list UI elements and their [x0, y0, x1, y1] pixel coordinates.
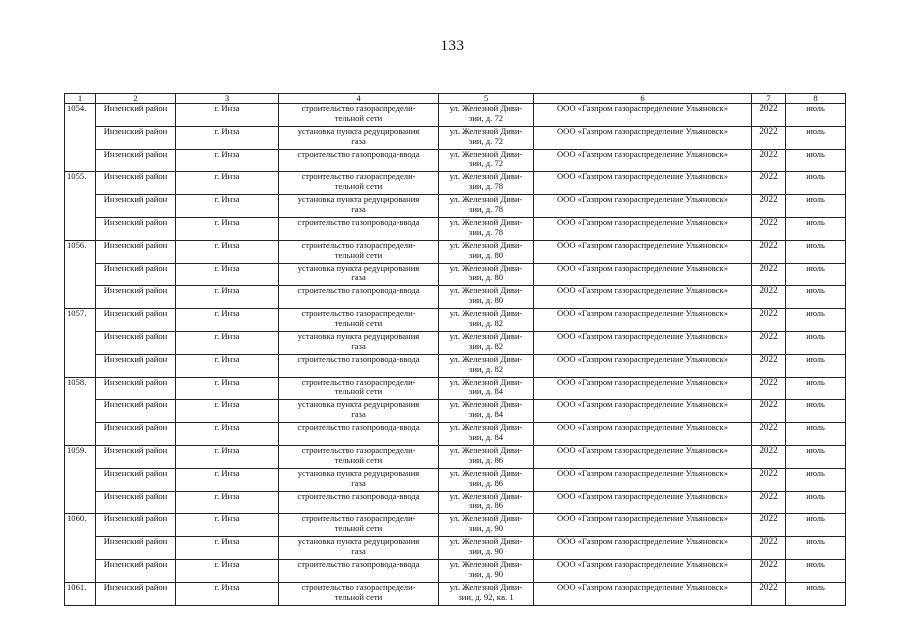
item-number-cell: 1054.: [65, 104, 96, 172]
work-type-cell: строительство газораспредели- тельной сети: [279, 172, 439, 195]
table-row: [65, 400, 846, 423]
district-cell: Инзенский район: [96, 195, 176, 218]
month-cell: июль: [786, 400, 846, 423]
address-cell: ул. Железной Диви- зии, д. 82: [439, 309, 534, 332]
table-row: [65, 195, 846, 218]
address-cell: ул. Железной Диви- зии, д. 86: [439, 468, 534, 491]
table-row: [65, 309, 846, 332]
table-row: [65, 377, 846, 400]
locality-cell: г. Инза: [176, 537, 279, 560]
locality-cell: г. Инза: [176, 354, 279, 377]
district-cell: Инзенский район: [96, 423, 176, 446]
address-cell: ул. Железной Диви- зии, д. 90: [439, 537, 534, 560]
column-header: 7: [752, 94, 786, 104]
year-cell: 2022: [752, 309, 786, 332]
year-cell: 2022: [752, 172, 786, 195]
year-cell: 2022: [752, 468, 786, 491]
month-cell: июль: [786, 445, 846, 468]
table-row: [65, 468, 846, 491]
district-cell: Инзенский район: [96, 537, 176, 560]
table-row: [65, 240, 846, 263]
year-cell: 2022: [752, 263, 786, 286]
organization-cell: ООО «Газпром газораспределение Ульяновск»: [534, 195, 752, 218]
locality-cell: г. Инза: [176, 377, 279, 400]
year-cell: 2022: [752, 126, 786, 149]
district-cell: Инзенский район: [96, 559, 176, 582]
column-header: 8: [786, 94, 846, 104]
month-cell: июль: [786, 126, 846, 149]
district-cell: Инзенский район: [96, 149, 176, 172]
year-cell: 2022: [752, 491, 786, 514]
month-cell: июль: [786, 468, 846, 491]
work-type-cell: установка пункта редуцирования газа: [279, 468, 439, 491]
work-type-cell: строительство газораспредели- тельной сети: [279, 582, 439, 605]
work-type-cell: установка пункта редуцирования газа: [279, 126, 439, 149]
locality-cell: г. Инза: [176, 582, 279, 605]
item-number-cell: 1056.: [65, 240, 96, 308]
address-cell: ул. Железной Диви- зии, д. 90: [439, 559, 534, 582]
address-cell: ул. Железной Диви- зии, д. 80: [439, 263, 534, 286]
month-cell: июль: [786, 149, 846, 172]
column-header: 5: [439, 94, 534, 104]
month-cell: июль: [786, 195, 846, 218]
organization-cell: ООО «Газпром газораспределение Ульяновск»: [534, 149, 752, 172]
district-cell: Инзенский район: [96, 263, 176, 286]
month-cell: июль: [786, 423, 846, 446]
year-cell: 2022: [752, 377, 786, 400]
district-cell: Инзенский район: [96, 400, 176, 423]
table-row: [65, 559, 846, 582]
address-cell: ул. Железной Диви- зии, д. 80: [439, 240, 534, 263]
year-cell: 2022: [752, 104, 786, 127]
item-number-cell: 1058.: [65, 377, 96, 445]
locality-cell: г. Инза: [176, 126, 279, 149]
table-row: [65, 149, 846, 172]
month-cell: июль: [786, 217, 846, 240]
district-cell: Инзенский район: [96, 104, 176, 127]
locality-cell: г. Инза: [176, 331, 279, 354]
month-cell: июль: [786, 559, 846, 582]
address-cell: ул. Железной Диви- зии, д. 72: [439, 126, 534, 149]
year-cell: 2022: [752, 331, 786, 354]
item-number-cell: 1057.: [65, 309, 96, 377]
month-cell: июль: [786, 377, 846, 400]
address-cell: ул. Железной Диви- зии, д. 78: [439, 217, 534, 240]
address-cell: ул. Железной Диви- зии, д. 90: [439, 514, 534, 537]
address-cell: ул. Железной Диви- зии, д. 80: [439, 286, 534, 309]
month-cell: июль: [786, 263, 846, 286]
district-cell: Инзенский район: [96, 309, 176, 332]
address-cell: ул. Железной Диви- зии, д. 82: [439, 331, 534, 354]
district-cell: Инзенский район: [96, 514, 176, 537]
table-row: [65, 104, 846, 127]
work-type-cell: строительство газопровода-ввода: [279, 354, 439, 377]
item-number-cell: 1059.: [65, 445, 96, 513]
work-type-cell: строительство газопровода-ввода: [279, 491, 439, 514]
address-cell: ул. Железной Диви- зии, д. 84: [439, 423, 534, 446]
locality-cell: г. Инза: [176, 286, 279, 309]
locality-cell: г. Инза: [176, 445, 279, 468]
district-cell: Инзенский район: [96, 217, 176, 240]
district-cell: Инзенский район: [96, 286, 176, 309]
work-type-cell: строительство газопровода-ввода: [279, 559, 439, 582]
address-cell: ул. Железной Диви- зии, д. 82: [439, 354, 534, 377]
district-cell: Инзенский район: [96, 582, 176, 605]
organization-cell: ООО «Газпром газораспределение Ульяновск»: [534, 172, 752, 195]
year-cell: 2022: [752, 217, 786, 240]
table-row: [65, 126, 846, 149]
month-cell: июль: [786, 240, 846, 263]
work-type-cell: установка пункта редуцирования газа: [279, 331, 439, 354]
work-type-cell: строительство газопровода-ввода: [279, 286, 439, 309]
address-cell: ул. Железной Диви- зии, д. 92, кв. 1: [439, 582, 534, 605]
work-type-cell: строительство газораспредели- тельной сети: [279, 240, 439, 263]
work-type-cell: установка пункта редуцирования газа: [279, 400, 439, 423]
table-row: [65, 423, 846, 446]
district-cell: Инзенский район: [96, 491, 176, 514]
year-cell: 2022: [752, 423, 786, 446]
table-body: [65, 104, 846, 606]
locality-cell: г. Инза: [176, 559, 279, 582]
locality-cell: г. Инза: [176, 468, 279, 491]
year-cell: 2022: [752, 149, 786, 172]
organization-cell: ООО «Газпром газораспределение Ульяновск»: [534, 537, 752, 560]
district-cell: Инзенский район: [96, 126, 176, 149]
table-row: [65, 445, 846, 468]
work-type-cell: установка пункта редуцирования газа: [279, 263, 439, 286]
district-cell: Инзенский район: [96, 354, 176, 377]
locality-cell: г. Инза: [176, 514, 279, 537]
district-cell: Инзенский район: [96, 331, 176, 354]
address-cell: ул. Железной Диви- зии, д. 72: [439, 149, 534, 172]
locality-cell: г. Инза: [176, 217, 279, 240]
item-number-cell: 1055.: [65, 172, 96, 240]
month-cell: июль: [786, 582, 846, 605]
year-cell: 2022: [752, 537, 786, 560]
locality-cell: г. Инза: [176, 195, 279, 218]
year-cell: 2022: [752, 195, 786, 218]
district-cell: Инзенский район: [96, 468, 176, 491]
year-cell: 2022: [752, 445, 786, 468]
organization-cell: ООО «Газпром газораспределение Ульяновск»: [534, 286, 752, 309]
work-type-cell: установка пункта редуцирования газа: [279, 537, 439, 560]
organization-cell: ООО «Газпром газораспределение Ульяновск»: [534, 559, 752, 582]
work-type-cell: строительство газораспредели- тельной сети: [279, 309, 439, 332]
table-row: [65, 514, 846, 537]
address-cell: ул. Железной Диви- зии, д. 86: [439, 491, 534, 514]
address-cell: ул. Железной Диви- зии, д. 84: [439, 400, 534, 423]
district-cell: Инзенский район: [96, 445, 176, 468]
locality-cell: г. Инза: [176, 423, 279, 446]
organization-cell: ООО «Газпром газораспределение Ульяновск»: [534, 240, 752, 263]
organization-cell: ООО «Газпром газораспределение Ульяновск»: [534, 331, 752, 354]
address-cell: ул. Железной Диви- зии, д. 84: [439, 377, 534, 400]
year-cell: 2022: [752, 286, 786, 309]
column-header: 4: [279, 94, 439, 104]
month-cell: июль: [786, 331, 846, 354]
locality-cell: г. Инза: [176, 491, 279, 514]
table-row: [65, 582, 846, 605]
year-cell: 2022: [752, 514, 786, 537]
month-cell: июль: [786, 309, 846, 332]
month-cell: июль: [786, 514, 846, 537]
district-cell: Инзенский район: [96, 240, 176, 263]
address-cell: ул. Железной Диви- зии, д. 78: [439, 195, 534, 218]
table-row: [65, 537, 846, 560]
locality-cell: г. Инза: [176, 400, 279, 423]
address-cell: ул. Железной Диви- зии, д. 86: [439, 445, 534, 468]
work-type-cell: строительство газораспредели- тельной сети: [279, 445, 439, 468]
month-cell: июль: [786, 172, 846, 195]
work-type-cell: строительство газопровода-ввода: [279, 217, 439, 240]
organization-cell: ООО «Газпром газораспределение Ульяновск»: [534, 400, 752, 423]
item-number-cell: 1061.: [65, 582, 96, 605]
address-cell: ул. Железной Диви- зии, д. 78: [439, 172, 534, 195]
organization-cell: ООО «Газпром газораспределение Ульяновск»: [534, 582, 752, 605]
column-header: 1: [65, 94, 96, 104]
table-row: [65, 491, 846, 514]
organization-cell: ООО «Газпром газораспределение Ульяновск»: [534, 468, 752, 491]
work-type-cell: строительство газопровода-ввода: [279, 423, 439, 446]
month-cell: июль: [786, 537, 846, 560]
table-row: [65, 286, 846, 309]
table-row: [65, 354, 846, 377]
month-cell: июль: [786, 104, 846, 127]
month-cell: июль: [786, 491, 846, 514]
work-type-cell: строительство газораспредели- тельной сети: [279, 104, 439, 127]
month-cell: июль: [786, 286, 846, 309]
year-cell: 2022: [752, 354, 786, 377]
district-cell: Инзенский район: [96, 377, 176, 400]
year-cell: 2022: [752, 559, 786, 582]
locality-cell: г. Инза: [176, 172, 279, 195]
table-row: [65, 263, 846, 286]
organization-cell: ООО «Газпром газораспределение Ульяновск»: [534, 491, 752, 514]
organization-cell: ООО «Газпром газораспределение Ульяновск»: [534, 377, 752, 400]
organization-cell: ООО «Газпром газораспределение Ульяновск»: [534, 354, 752, 377]
page-number: 133: [440, 38, 465, 54]
organization-cell: ООО «Газпром газораспределение Ульяновск»: [534, 309, 752, 332]
organization-cell: ООО «Газпром газораспределение Ульяновск»: [534, 423, 752, 446]
work-type-cell: строительство газораспредели- тельной сети: [279, 514, 439, 537]
address-cell: ул. Железной Диви- зии, д. 72: [439, 104, 534, 127]
year-cell: 2022: [752, 582, 786, 605]
year-cell: 2022: [752, 400, 786, 423]
year-cell: 2022: [752, 240, 786, 263]
column-header: 3: [176, 94, 279, 104]
locality-cell: г. Инза: [176, 104, 279, 127]
column-header: 6: [534, 94, 752, 104]
table-row: [65, 217, 846, 240]
header-row: [65, 94, 846, 104]
month-cell: июль: [786, 354, 846, 377]
item-number-cell: 1060.: [65, 514, 96, 582]
organization-cell: ООО «Газпром газораспределение Ульяновск»: [534, 263, 752, 286]
table-row: [65, 331, 846, 354]
locality-cell: г. Инза: [176, 149, 279, 172]
work-type-cell: строительство газораспредели- тельной сети: [279, 377, 439, 400]
locality-cell: г. Инза: [176, 263, 279, 286]
organization-cell: ООО «Газпром газораспределение Ульяновск»: [534, 514, 752, 537]
work-type-cell: строительство газопровода-ввода: [279, 149, 439, 172]
work-type-cell: установка пункта редуцирования газа: [279, 195, 439, 218]
district-cell: Инзенский район: [96, 172, 176, 195]
organization-cell: ООО «Газпром газораспределение Ульяновск»: [534, 104, 752, 127]
organization-cell: ООО «Газпром газораспределение Ульяновск»: [534, 217, 752, 240]
locality-cell: г. Инза: [176, 309, 279, 332]
locality-cell: г. Инза: [176, 240, 279, 263]
organization-cell: ООО «Газпром газораспределение Ульяновск»: [534, 445, 752, 468]
table-row: [65, 172, 846, 195]
works-table: [64, 93, 846, 606]
column-header: 2: [96, 94, 176, 104]
organization-cell: ООО «Газпром газораспределение Ульяновск»: [534, 126, 752, 149]
